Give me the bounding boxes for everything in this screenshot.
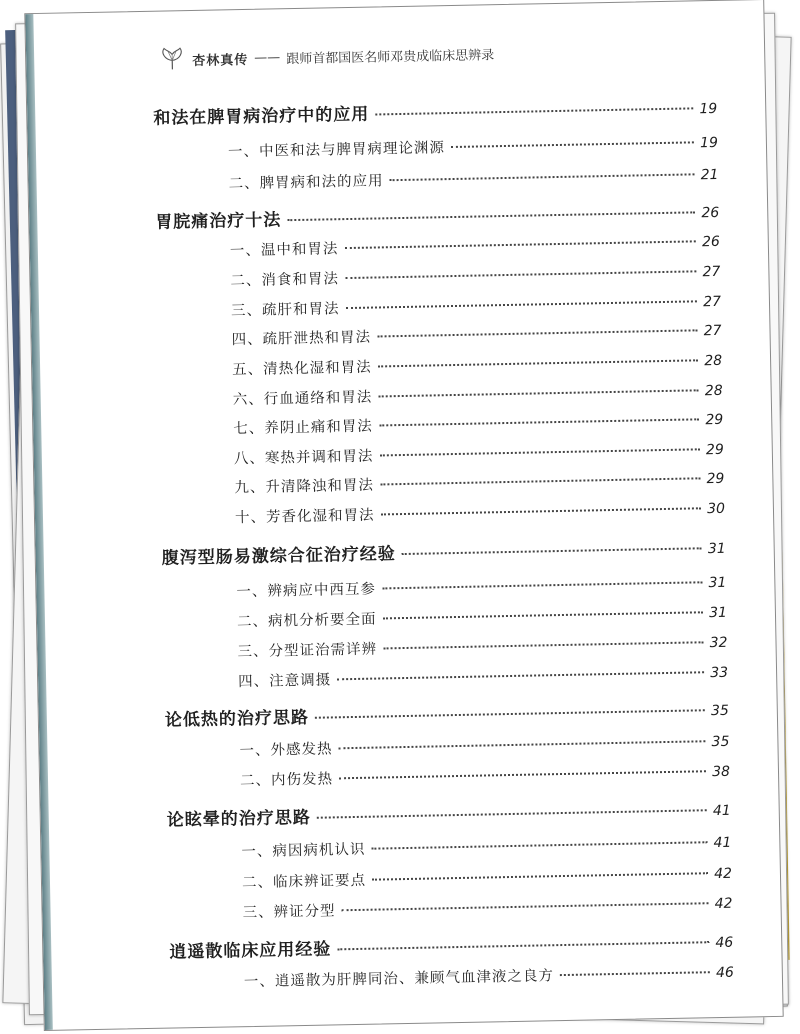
dot-leader [402,547,702,555]
toc-chapter-entry[interactable] [153,93,717,129]
dot-leader [315,709,705,718]
toc-entry-title: 十、芳香化湿和胃法 [234,507,375,527]
dot-leader [382,611,703,619]
toc-entry-title: 和法在脾胃病治疗中的应用 [153,104,370,129]
dot-leader [371,841,707,849]
toc-page-number: 26 [701,233,720,251]
toc-section-entry[interactable] [235,497,725,527]
dot-leader [337,941,709,950]
toc-page-number: 38 [712,763,731,781]
dot-leader [560,971,710,976]
toc-page-number: 30 [706,500,726,518]
toc-section-entry[interactable] [234,438,724,468]
book-subtitle: 跟师首都国医名师邓贵成临床思辨录 [286,47,495,67]
dot-leader [375,107,693,115]
dot-leader [338,740,705,749]
toc-section-entry[interactable] [238,661,728,691]
toc-section-entry[interactable] [242,862,732,892]
toc-entry-title: 三、辨证分型 [242,903,336,922]
toc-chapter-entry[interactable] [167,795,731,831]
toc-page-number: 29 [706,470,725,488]
toc-entry-title: 九、升清降浊和胃法 [234,477,375,497]
dot-leader [372,872,708,880]
toc-entry-title: 腹泻型肠易激综合征治疗经验 [161,544,396,569]
dot-leader [451,141,694,148]
toc-section-entry[interactable] [236,571,726,601]
toc-chapter-entry[interactable] [169,927,733,963]
toc-section-entry[interactable] [241,831,731,861]
dot-leader [380,507,701,515]
toc-entry-title: 一、中医和法与脾胃病理论渊源 [227,140,446,161]
toc-section-entry[interactable] [244,961,734,991]
toc-page-number: 28 [704,352,723,370]
toc-section-entry[interactable] [230,230,720,260]
toc-section-entry[interactable] [242,892,732,922]
toc-entry-title: 七、养阴止痛和胃法 [233,418,373,438]
dot-leader [345,300,697,309]
toc-entry-title: 二、内伤发热 [239,771,334,790]
dot-leader [342,902,709,911]
toc-page-number: 28 [704,382,723,400]
toc-entry-title: 论低热的治疗思路 [164,707,310,731]
toc-page-number: 46 [715,964,735,982]
contents-page [24,0,783,1031]
toc-page-number: 29 [705,441,724,459]
toc-page-number: 19 [699,100,718,118]
dot-leader [378,389,699,397]
table-of-contents [25,0,782,1030]
toc-entry-title: 一、病因病机认识 [241,841,366,861]
toc-section-entry[interactable] [237,601,727,631]
toc-page-number: 21 [700,166,719,184]
toc-chapter-entry[interactable] [165,695,729,731]
dot-leader [390,173,695,181]
toc-section-entry[interactable] [231,319,721,349]
toc-section-entry[interactable] [239,730,729,760]
toc-section-entry[interactable] [237,631,727,661]
toc-section-entry[interactable] [233,408,723,438]
toc-page-number: 32 [709,634,728,652]
toc-page-number: 42 [714,895,733,913]
toc-section-entry[interactable] [231,290,721,320]
toc-section-entry[interactable] [228,131,718,161]
toc-entry-title: 论眩晕的治疗思路 [166,807,311,831]
toc-entry-title: 六、行血通络和胃法 [232,389,373,409]
toc-page-number: 26 [701,204,720,222]
toc-entry-title: 一、逍遥散为肝脾同治、兼顾气血津液之良方 [243,968,555,991]
toc-page-number: 19 [699,134,719,152]
toc-page-number: 35 [710,702,729,720]
toc-section-entry[interactable] [234,467,724,497]
dot-leader [382,581,703,589]
toc-section-entry[interactable] [228,163,718,193]
dot-leader [379,448,700,456]
toc-entry-title: 四、疏肝泄热和胃法 [231,329,372,349]
toc-entry-title: 胃脘痛治疗十法 [155,210,282,233]
toc-entry-title: 一、外感发热 [239,741,333,760]
toc-entry-title: 二、病机分析要全面 [236,611,377,631]
toc-page-number: 41 [712,802,731,820]
toc-entry-title: 二、脾胃病和法的应用 [228,173,384,193]
toc-entry-title: 二、消食和胃法 [230,271,340,290]
toc-entry-title: 五、清热化湿和胃法 [232,359,372,379]
toc-page-number: 31 [708,574,727,592]
toc-page-number: 33 [710,664,729,682]
toc-page-number: 46 [715,934,734,952]
series-title: 杏林真传 [192,52,249,69]
toc-entry-title: 二、临床辨证要点 [241,872,367,892]
toc-section-entry[interactable] [233,379,723,409]
toc-page-number: 27 [702,293,722,311]
dot-leader [339,770,706,779]
dot-leader [380,477,701,485]
toc-page-number: 27 [702,263,721,281]
toc-page-number: 31 [707,540,726,558]
toc-entry-title: 一、辨病应中西互参 [236,581,377,601]
toc-page-number: 27 [703,322,722,340]
toc-entry-title: 三、分型证治需详辨 [237,641,378,661]
dot-leader [379,418,700,426]
dot-leader [337,671,704,680]
toc-page-number: 42 [713,865,733,883]
toc-chapter-entry[interactable] [155,197,719,233]
dot-leader [378,359,699,367]
toc-page-number: 41 [713,834,732,852]
toc-entry-title: 八、寒热并调和胃法 [233,448,374,468]
dot-leader [344,240,696,249]
toc-page-number: 35 [711,733,730,751]
dot-leader [377,329,698,337]
toc-section-entry[interactable] [240,760,730,790]
toc-entry-title: 一、温中和胃法 [229,241,339,260]
toc-page-number: 31 [708,604,728,622]
toc-entry-title: 四、注意调摄 [238,672,332,691]
toc-section-entry[interactable] [230,260,720,290]
dot-leader [287,211,695,221]
toc-entry-title: 逍遥散临床应用经验 [169,939,332,963]
dot-leader [317,809,707,818]
dot-leader [345,270,697,279]
toc-page-number: 29 [705,411,724,429]
toc-section-entry[interactable] [232,349,722,379]
toc-entry-title: 三、疏肝和胃法 [230,301,340,320]
header-dash: —— [254,49,281,66]
dot-leader [383,641,704,649]
toc-chapter-entry[interactable] [162,533,726,569]
